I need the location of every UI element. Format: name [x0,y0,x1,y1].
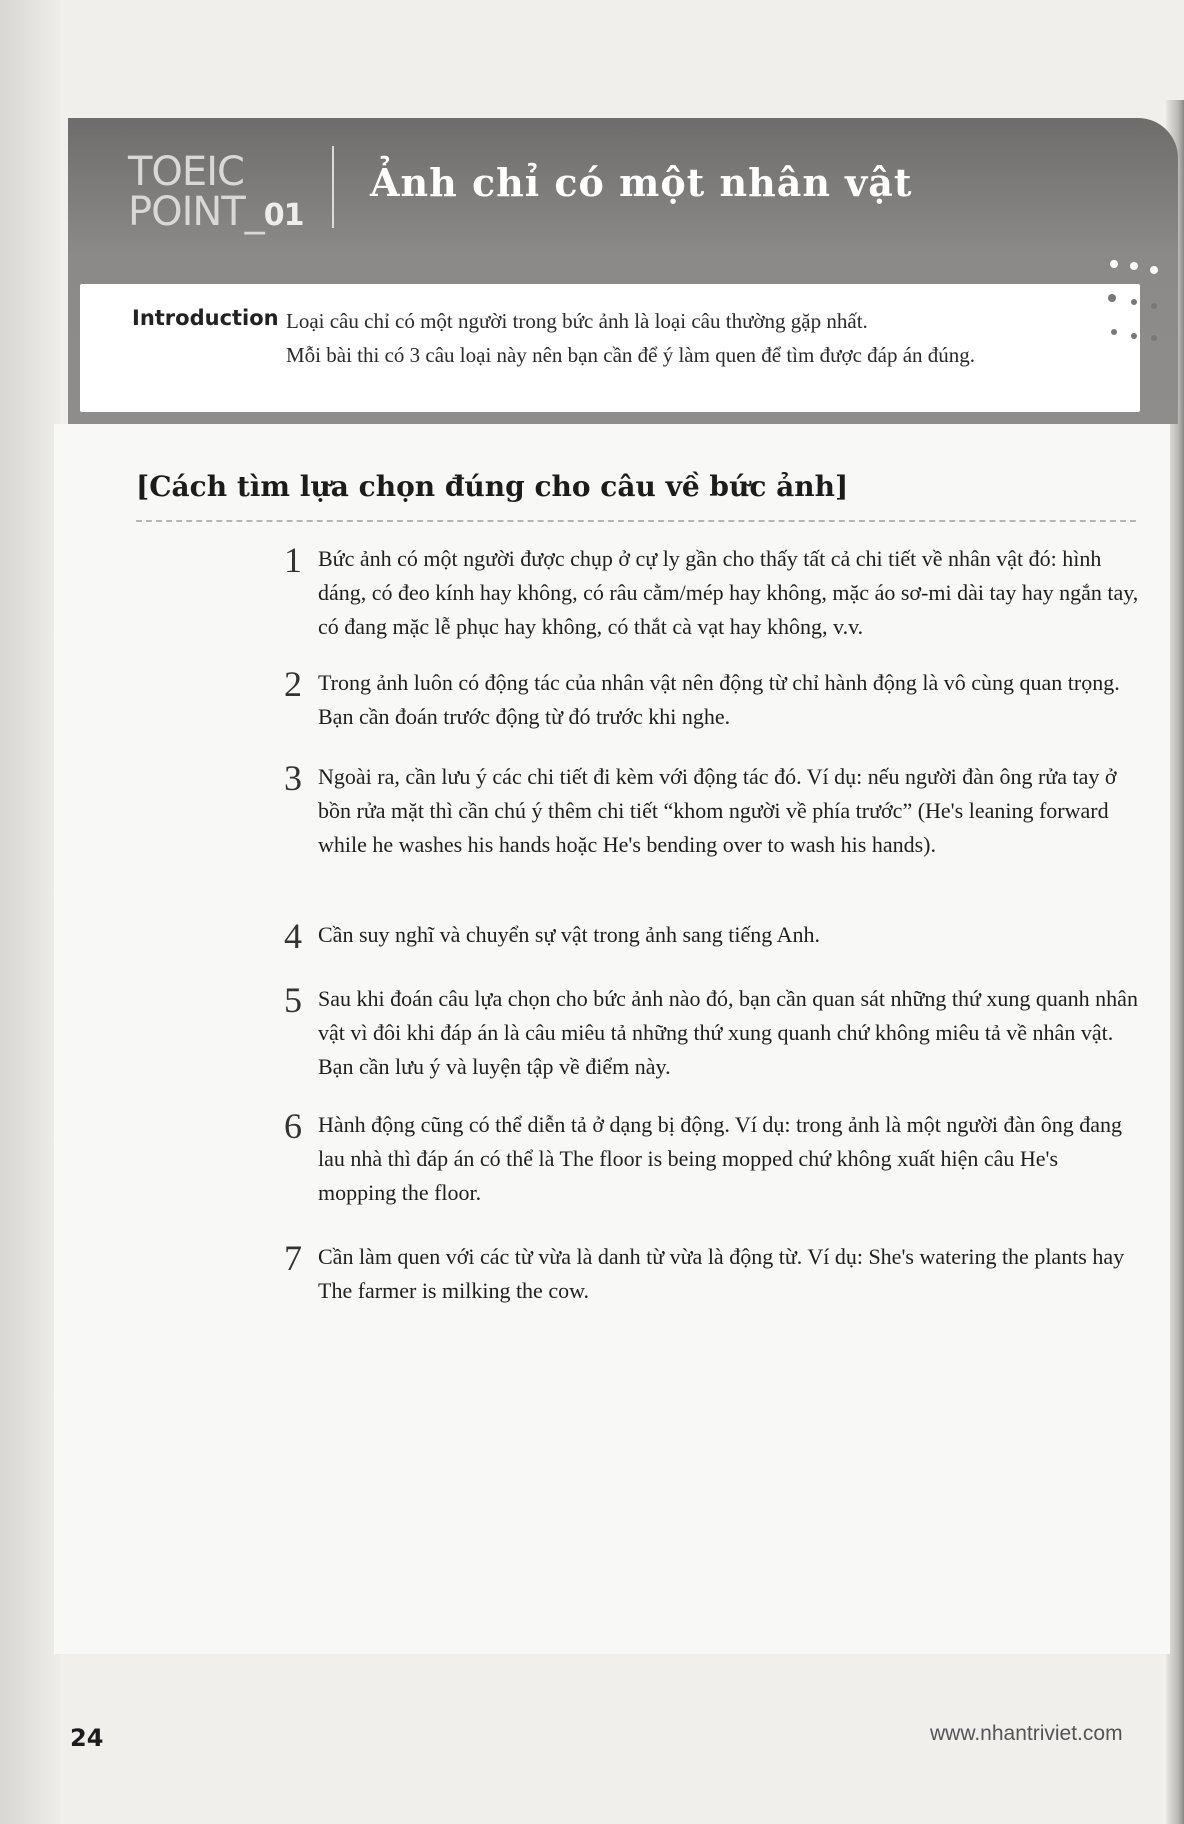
heading-dashed-divider [136,520,1136,522]
tag-line-2 [128,189,304,236]
item-text: Hành động cũng có thể diễn tả ở dạng bị động. Ví dụ: trong ảnh là một người đàn ông đang lau nhà thì đáp án có thể là The floor is being mopped chứ không xuất hiện câu He's mopping the floor. [318,1112,1123,1205]
item-number: 4 [284,916,302,956]
page-title: Ảnh chỉ có một nhân vật [370,160,913,205]
dot [1110,260,1118,268]
header-divider [332,146,334,228]
dot [1108,294,1116,302]
introduction-line-2: Mỗi bài thi có 3 câu loại này nên bạn cần để ý làm quen để tìm được đáp án đúng. [286,343,976,367]
item-text: Bức ảnh có một người được chụp ở cự ly gần cho thấy tất cả chi tiết về nhân vật đó: hình dáng, có đeo kính hay không, có râu cằm/mép hay không, mặc áo sơ-mi dài tay hay ngắn tay, có đang mặc lễ phục hay không, có thắt cà vạt hay không, v.v. [318,546,1139,639]
item-number: 6 [284,1106,302,1146]
introduction-label: Introduction [132,306,279,330]
dot [1130,262,1138,270]
introduction-text [286,304,1106,372]
dot [1150,266,1158,274]
item-number: 1 [284,540,302,580]
tag-point-label: POINT_ [128,189,264,235]
item-text: Trong ảnh luôn có động tác của nhân vật nên động từ chỉ hành động là vô cùng quan trọng. Bạn cần đoán trước động từ đó trước khi nghe. [318,670,1120,729]
dot [1131,299,1137,305]
item-number: 7 [284,1238,302,1278]
item-text: Cần suy nghĩ và chuyển sự vật trong ảnh sang tiếng Anh. [318,922,820,947]
dot [1131,333,1137,339]
introduction-box [80,284,1140,412]
toeic-point-tag [128,149,304,236]
dot [1151,303,1157,309]
tag-line-1: TOEIC [128,149,244,195]
dot [1111,329,1117,335]
item-text: Sau khi đoán câu lựa chọn cho bức ảnh nào đó, bạn cần quan sát những thứ xung quanh nhân vật vì đôi khi đáp án là câu miêu tả những thứ xung quanh chứ không miêu tả về nhân vật. Bạn cần lưu ý và luyện tập về điểm này. [318,986,1138,1079]
tag-number: 01 [263,198,304,233]
page-binding-shadow [0,0,60,1824]
website-url: www.nhantriviet.com [930,1722,1123,1745]
item-number: 2 [284,664,302,704]
item-number: 5 [284,980,302,1020]
decorative-dots-icon [1100,250,1180,350]
item-text: Cần làm quen với các từ vừa là danh từ vừa là động từ. Ví dụ: She's watering the plants hay The farmer is milking the cow. [318,1244,1125,1303]
page-number: 24 [70,1724,104,1752]
dot [1151,335,1157,341]
item-text: Ngoài ra, cần lưu ý các chi tiết đi kèm với động tác đó. Ví dụ: nếu người đàn ông rửa tay ở bồn rửa mặt thì cần chú ý thêm chi tiết “khom người về phía trước” (He's leaning forward while he washes his hands hoặc He's bending over to wash his hands). [318,764,1117,857]
item-number: 3 [284,758,302,798]
introduction-line-1: Loại câu chỉ có một người trong bức ảnh là loại câu thường gặp nhất. [286,309,868,333]
section-heading: [Cách tìm lựa chọn đúng cho câu về bức ảnh] [136,470,849,503]
